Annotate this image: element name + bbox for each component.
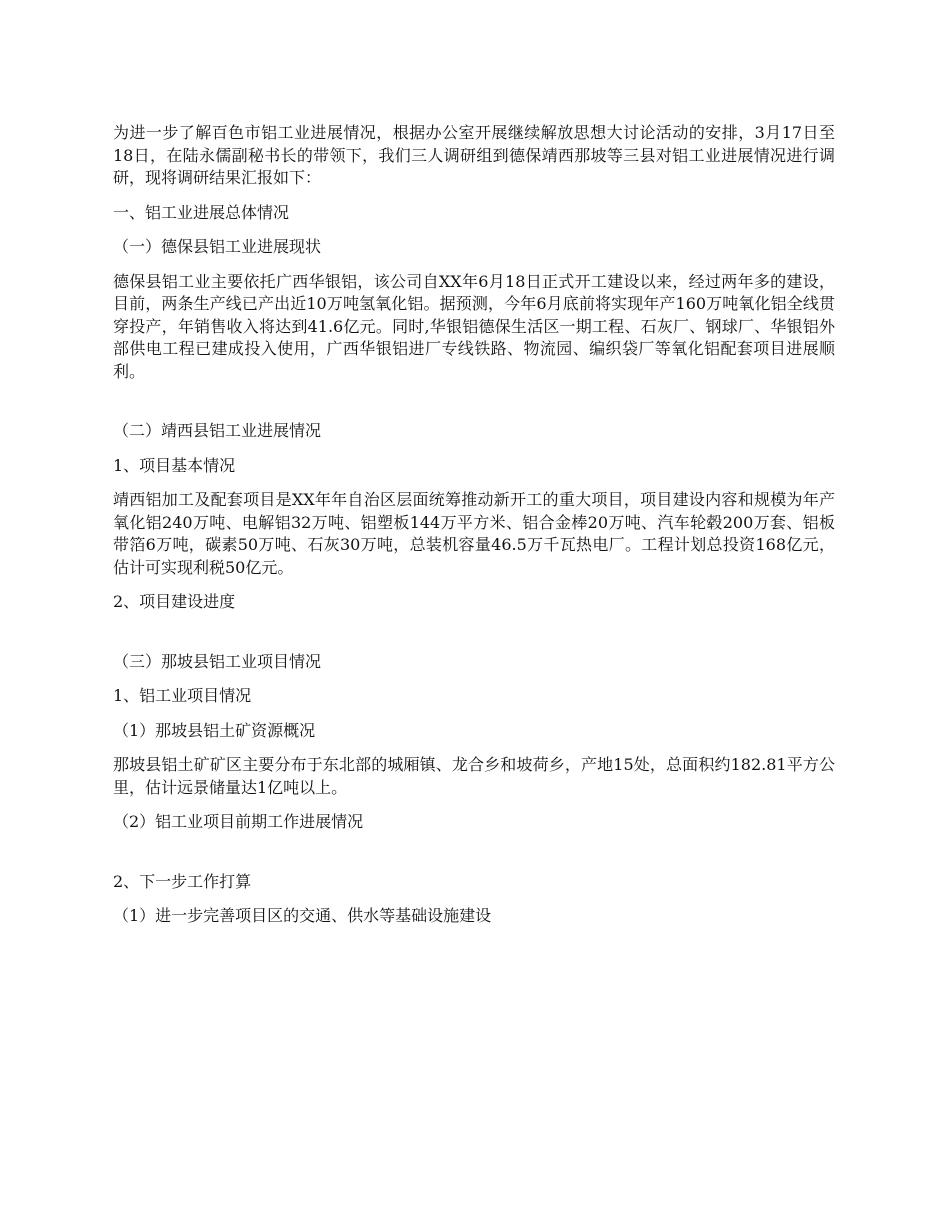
- subheading-jingxi: （二）靖西县铝工业进展情况: [113, 421, 322, 440]
- debao-paragraph: 德保县铝工业主要依托广西华银铝，该公司自XX年6月18日正式开工建设以来，经过两年多的建设，目前，两条生产线已产出近10万吨氢氧化铝。据预测，今年6月底前将实现年产160万吨氧化铝全线贯穿投产，年销售收入将达到41.6亿元。同时,华银铝德保生活区一期工程、石灰厂、钢球厂、华银铝外部供电工程已建成投入使用，广西华银铝进厂专线铁路、物流园、编织袋厂等氧化铝配套项目进展顺利。: [113, 271, 835, 381]
- napo-subitem-preliminary: （2）铝工业项目前期工作进展情况: [113, 812, 364, 831]
- napo-paragraph: 那坡县铝土矿矿区主要分布于东北部的城厢镇、龙合乡和坡荷乡，产地15处，总面积约182.81平方公里，估计远景储量达1亿吨以上。: [113, 755, 835, 797]
- jingxi-item-basic: 1、项目基本情况: [113, 455, 236, 475]
- section-heading-overall: 一、铝工业进展总体情况: [113, 202, 290, 222]
- subheading-debao: （一）德保县铝工业进展现状: [113, 237, 322, 256]
- jingxi-item-progress: 2、项目建设进度: [113, 592, 236, 611]
- intro-paragraph: 为进一步了解百色市铝工业进展情况，根据办公室开展继续解放思想大讨论活动的安排，3月17日至18日，在陆永儒副秘书长的带领下，我们三人调研组到德保靖西那坡等三县对铝工业进展情况进行调研，现将调研结果汇报如下：: [113, 123, 835, 187]
- subheading-napo: （三）那坡县铝工业项目情况: [113, 651, 322, 671]
- napo-subitem-infrastructure: （1）进一步完善项目区的交通、供水等基础设施建设: [113, 906, 492, 925]
- document-page: [113, 122, 835, 928]
- napo-item-projects: 1、铝工业项目情况: [113, 686, 252, 705]
- jingxi-paragraph: 靖西铝加工及配套项目是XX年年自治区层面统筹推动新开工的重大项目，项目建设内容和规模为年产氧化铝240万吨、电解铝32万吨、铝塑板144万平方米、铝合金棒20万吨、汽车轮毂200万套、铝板带箔6万吨，碳素50万吨、石灰30万吨，总装机容量46.5万千瓦热电厂。工程计划总投资168亿元，估计可实现利税50亿元。: [113, 490, 835, 577]
- napo-item-next-steps: 2、下一步工作打算: [113, 871, 252, 891]
- napo-subitem-resources: （1）那坡县铝土矿资源概况: [113, 720, 316, 740]
